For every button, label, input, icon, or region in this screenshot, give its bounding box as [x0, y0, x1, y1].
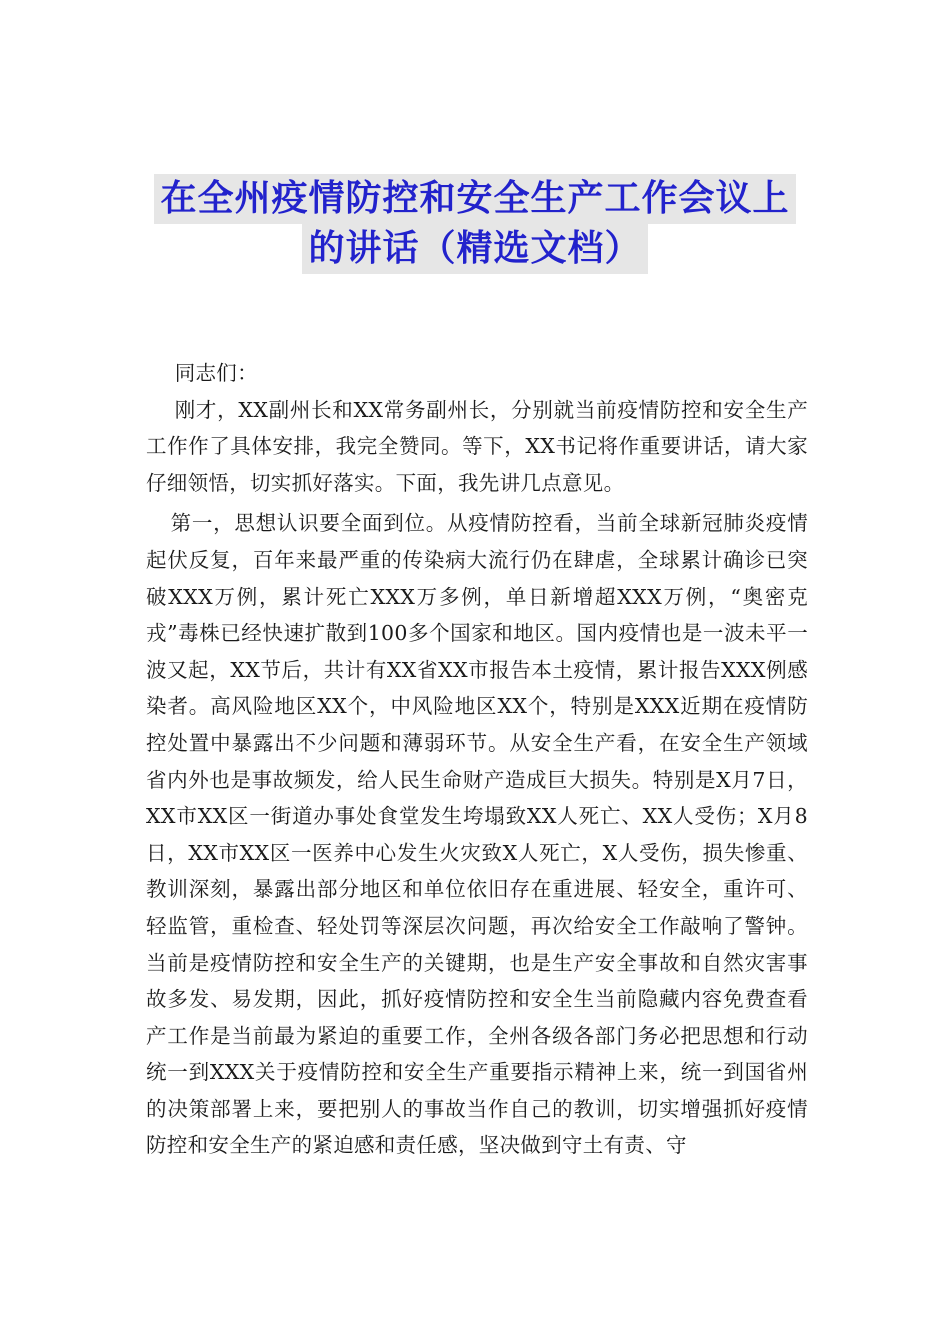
title-line-1: 在全州疫情防控和安全生产工作会议上 [154, 174, 795, 224]
title-line-2: 的讲话（精选文档） [302, 224, 647, 274]
document-body [146, 355, 808, 1164]
paragraph-2: 第一，思想认识要全面到位。从疫情防控看，当前全球新冠肺炎疫情起伏反复，百年来最严重的传染病大流行仍在肆虐，全球累计确诊已突破XXX万例，累计死亡XXX万多例，单日新增超XXX万例，“奥密克戎”毒株已经快速扩散到100多个国家和地区。国内疫情也是一波未平一波又起，XX节后，共计有XX省XX市报告本土疫情，累计报告XXX例感染者。高风险地区XX个，中风险地区XX个，特别是XXX近期在疫情防控处置中暴露出不少问题和薄弱环节。从安全生产看，在安全生产领域省内外也是事故频发，给人民生命财产造成巨大损失。特别是X月7日，XX市XX区一街道办事处食堂发生垮塌致XX人死亡、XX人受伤；X月8日，XX市XX区一医养中心发生火灾致X人死亡，X人受伤，损失惨重、教训深刻，暴露出部分地区和单位依旧存在重进展、轻安全，重许可、轻监管，重检查、轻处罚等深层次问题，再次给安全工作敲响了警钟。当前是疫情防控和安全生产的关键期，也是生产安全事故和自然灾害事故多发、易发期，因此，抓好疫情防控和安全生当前隐藏内容免费查看产工作是当前最为紧迫的重要工作，全州各级各部门务必把思想和行动统一到XXX关于疫情防控和安全生产重要指示精神上来，统一到国省州的决策部署上来，要把别人的事故当作自己的教训，切实增强抓好疫情防控和安全生产的紧迫感和责任感，坚决做到守土有责、守 [146, 511, 808, 1158]
paragraph-1: 刚才，XX副州长和XX常务副州长，分别就当前疫情防控和安全生产工作作了具体安排，我完全赞同。等下，XX书记将作重要讲话，请大家仔细领悟，切实抓好落实。下面，我先讲几点意见。 [146, 397, 808, 495]
document-title [140, 174, 810, 274]
salutation: 同志们： [174, 361, 258, 385]
